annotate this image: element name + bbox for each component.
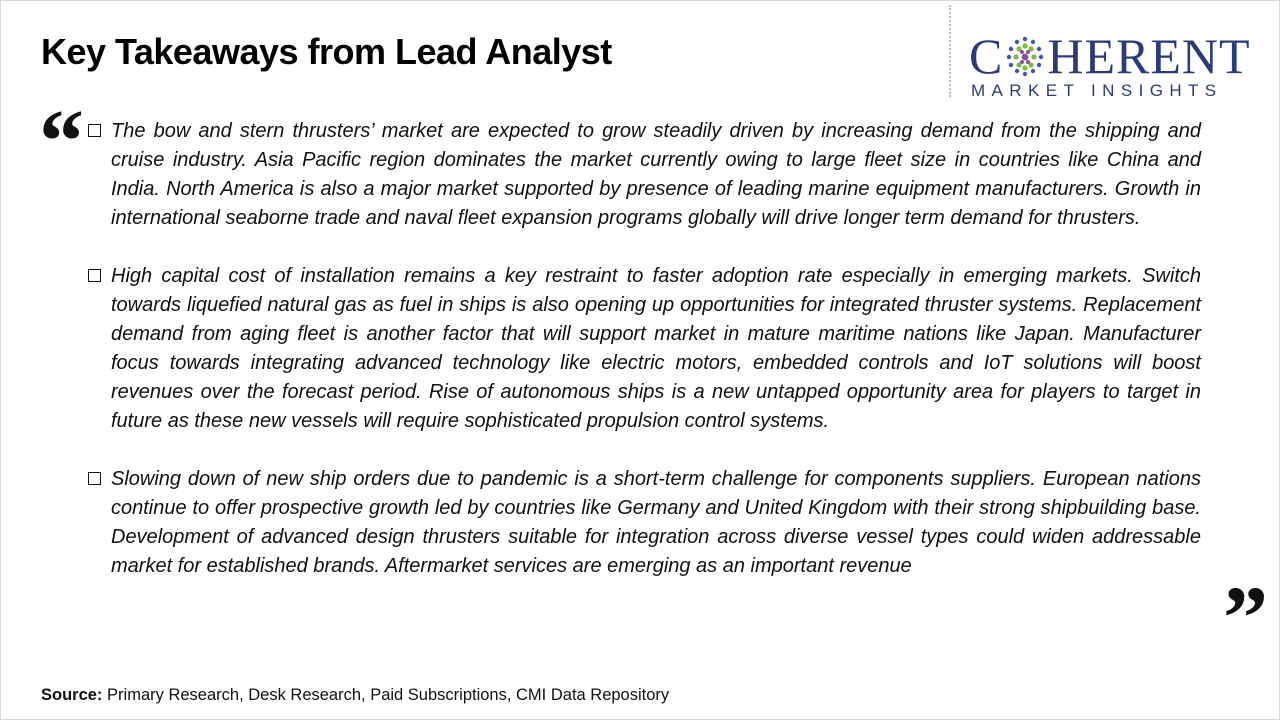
takeaway-item	[87, 465, 1201, 581]
takeaways-list	[87, 117, 1201, 610]
takeaway-item	[87, 262, 1201, 436]
source-footnote	[41, 686, 669, 705]
source-label: Source:	[41, 686, 103, 704]
globe-icon	[1005, 35, 1045, 77]
logo-letters-herent: HERENT	[1047, 28, 1251, 84]
open-quote-icon: “	[39, 92, 84, 191]
coherent-market-insights-logo	[969, 28, 1261, 101]
checkbox-bullet-icon	[88, 472, 101, 485]
checkbox-bullet-icon	[88, 269, 101, 282]
logo-letter-c: C	[969, 28, 1004, 84]
takeaway-text: The bow and stern thrusters’ market are expected to grow steadily driven by increasing demand from the shipping and cruise industry. Asia Pacific region dominates the market currently owing to large fleet size in countries like China and India. North America is also a major market supported by presence of leading marine equipment manufacturers. Growth in international seaborne trade and naval fleet expansion programs globally will drive longer term demand for thrusters.	[111, 120, 1201, 229]
page-title: Key Takeaways from Lead Analyst	[41, 31, 612, 72]
close-quote-icon: ”	[1223, 569, 1268, 668]
checkbox-bullet-icon	[88, 124, 101, 137]
takeaway-text: High capital cost of installation remains a key restraint to faster adoption rate especially in emerging markets. Switch towards liquefied natural gas as fuel in ships is also opening up opportunities for integrated thruster systems. Replacement demand from aging fleet is another factor that will support market in mature maritime nations like Japan. Manufacturer focus towards integrating advanced technology like electric motors, embedded controls and IoT solutions will boost revenues over the forecast period. Rise of autonomous ships is a new untapped opportunity area for players to target in future as these new vessels will require sophisticated propulsion control systems.	[111, 265, 1201, 432]
source-text: Primary Research, Desk Research, Paid Subscriptions, CMI Data Repository	[107, 686, 670, 704]
logo-subtitle: MARKET INSIGHTS	[971, 81, 1223, 100]
takeaway-item	[87, 117, 1201, 233]
header-divider	[949, 5, 951, 97]
logo-wordmark	[969, 28, 1261, 84]
takeaway-text: Slowing down of new ship orders due to pandemic is a short-term challenge for components suppliers. European nations continue to offer prospective growth led by countries like Germany and United Kingdom with their strong shipbuilding base. Development of advanced design thrusters suitable for integration across diverse vessel types could widen addressable market for established brands. Aftermarket services are emerging as an important revenue	[111, 468, 1201, 577]
